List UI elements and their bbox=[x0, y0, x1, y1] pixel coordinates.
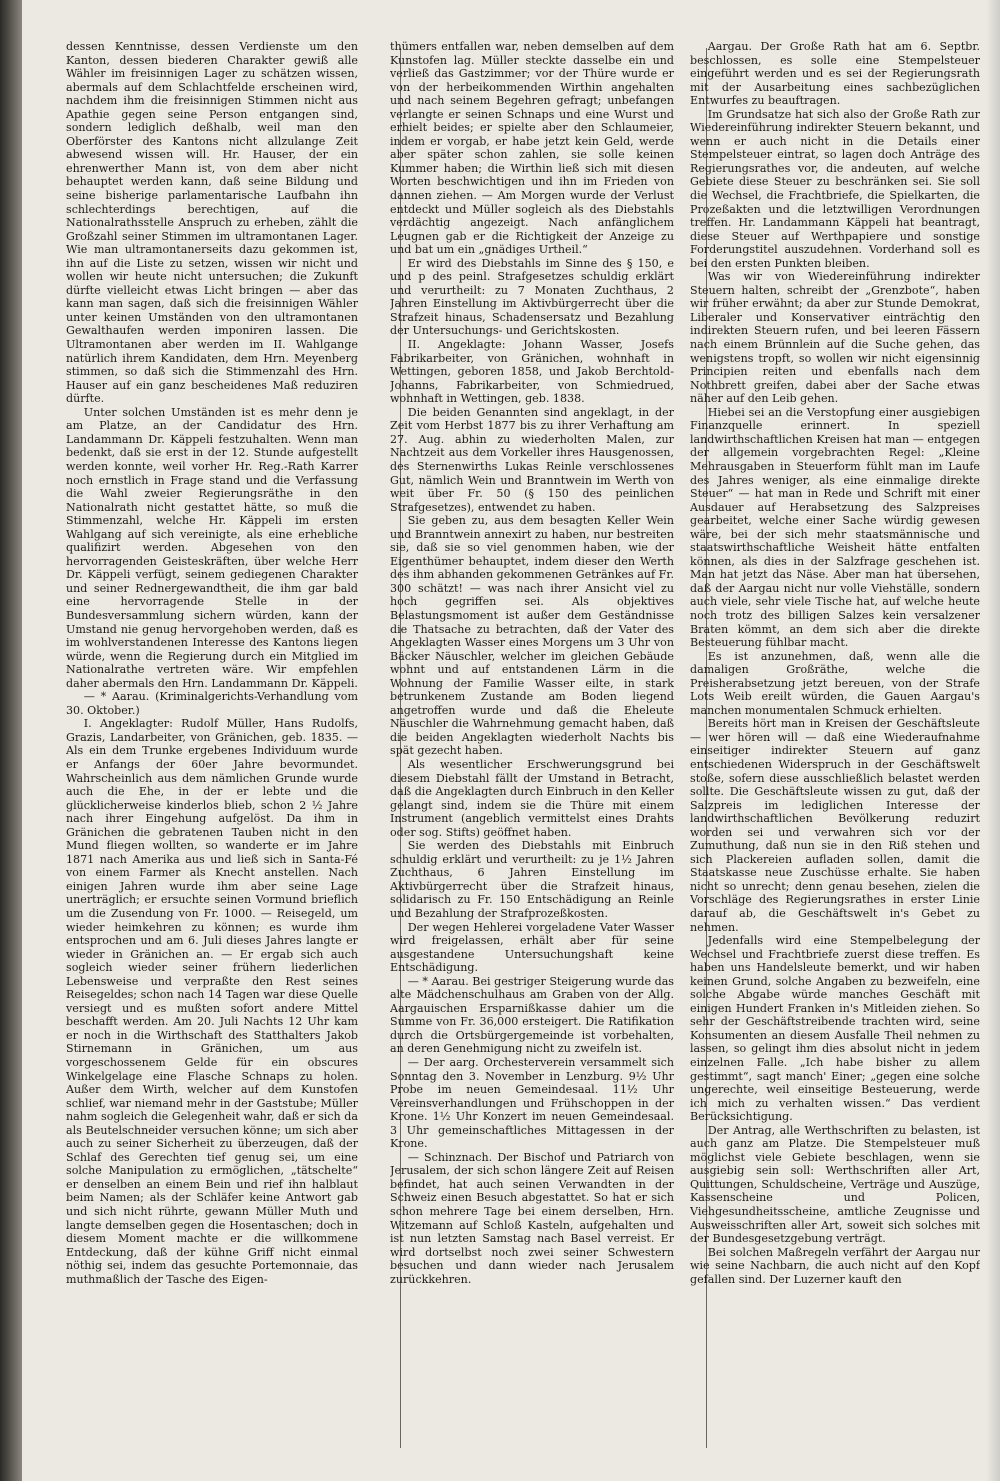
paragraph: Sie werden des Diebstahls mit Einbruch schuldig erklärt und verurtheilt: zu je 1½ Jahren Zuchthaus, 6 Jahren Einstellung im Aktivbürgerrecht über die Strafzeit hinaus, solidarisch zu Fr. 150 Entschädigung an Reinle und Bezahlung der Strafprozeßkosten. bbox=[390, 839, 674, 920]
paragraph: Die beiden Genannten sind angeklagt, in der Zeit vom Herbst 1877 bis zu ihrer Verhaftung am 27. Aug. abhin zu wiederholten Malen, zur Nachtzeit aus dem Vorkeller ihres Hausgenossen, des Sternenwirths Lukas Reinle verschlossenes Gut, nämlich Wein und Branntwein im Werth von weit über Fr. 50 (§ 150 des peinlichen Strafgesetzes), entwendet zu haben. bbox=[390, 405, 674, 514]
book-binding-edge bbox=[0, 0, 22, 1481]
paragraph: Was wir von Wiedereinführung indirekter Steuern halten, schreibt der „Grenzbote“, haben wir früher erwähnt; da aber zur Stunde Demokrat, Liberaler und Konservativer einträchtig den indirekten Steuern rufen, und bei leeren Fässern nach einem Brünnlein auf die Suche gehen, das wenigstens tropft, so wollen wir nicht eigensinnig Principien reiten und ebenfalls nach dem Nothbrett greifen, dabei aber der Sache etwas näher auf den Leib gehen. bbox=[690, 270, 980, 406]
paragraph: dessen Kenntnisse, dessen Verdienste um den Kanton, dessen biederen Charakter gewiß alle Wähler im freisinnigen Lager zu schätzen wissen, abermals auf dem Schlachtfelde erscheinen wird, nachdem ihm die freisinnigen Stimmen nicht aus Apathie gegen seine Person entgangen sind, sondern lediglich deßhalb, weil man den Oberförster des Kantons nicht allzulange Zeit abwesend wissen will. Hr. Hauser, der ein ehrenwerther Mann ist, von dem aber nicht behauptet werden kann, daß seine Bildung und seine bisherige parlamentarische Laufbahn ihn schlechterdings berechtigen, auf die Nationalrathsstelle Anspruch zu erheben, zählt die Großzahl seiner Stimmen im ultramontanen Lager. Wie man ultramontanerseits dazu gekommen ist, ihn auf die Liste zu setzen, wissen wir nicht und wollen wir heute nicht untersuchen; die Zukunft dürfte vielleicht etwas Licht bringen — aber das kann man sagen, daß sich die freisinnigen Wähler unter keinen Umständen von den ultramontanen Gewalthaufen werden imponiren lassen. Die Ultramontanen aber werden im II. Wahlgange natürlich ihrem Kandidaten, dem Hrn. Meyenberg stimmen, so daß sich die Stimmenzahl des Hrn. Hauser auf ein ganz bescheidenes Maß reduziren dürfte. bbox=[66, 40, 358, 406]
paragraph: Der Antrag, alle Werthschriften zu belasten, ist auch ganz am Platze. Die Stempelsteuer muß möglichst viele Gebiete beschlagen, wenn sie ausgiebig sein soll: Werthschriften aller Art, Quittungen, Schuldscheine, Verträge und Auszüge, Kassenscheine und Policen, Viehgesundheitsscheine, amtliche Zeugnisse und Ausweisschriften aller Art, soweit sich solches mit der Bundesgesetzgebung verträgt. bbox=[690, 1123, 980, 1246]
paragraph: Jedenfalls wird eine Stempelbelegung der Wechsel und Frachtbriefe zuerst diese treffen. Es haben uns Handelsleute bemerkt, und wir haben keinen Grund, solche Angaben zu bezweifeln, eine solche Abgabe würde manches Geschäft mit einigen Hundert Franken in's Mitleiden ziehen. So sehr der Geschäftstreibende trachten wird, seine Konsumenten an diesem Ausfalle Theil nehmen zu lassen, so gelingt ihm dies absolut nicht in jedem einzelnen Falle. „Ich habe bisher zu allem gestimmt“, sagt manch' Einer; „gegen eine solche ungerechte, weil einseitige Besteuerung, werde ich mich zu verhalten wissen.“ Das verdient Berücksichtigung. bbox=[690, 934, 980, 1124]
paragraph: I. Angeklagter: Rudolf Müller, Hans Rudolfs, Grazis, Landarbeiter, von Gränichen, geb. 1835. — Als ein dem Trunke ergebenes Individuum wurde er Anfangs der 60er Jahre bevormundet. Wahrscheinlich aus dem nämlichen Grunde wurde auch die Ehe, in der er lebte und die glücklicherweise kinderlos blieb, schon 2 ½ Jahre nach ihrer Eingehung aufgelöst. Da ihm in Gränichen die gebratenen Tauben nicht in den Mund fliegen wollten, so wanderte er im Jahre 1871 nach Amerika aus und ließ sich in Santa-Fé von einem Farmer als Knecht anstellen. Nach einigen Jahren wurde ihm aber seine Lage unerträglich; er ersuchte seinen Vormund brieflich um die Zusendung von Fr. 1000. — Reisegeld, um wieder heimkehren zu können; es wurde ihm entsprochen und am 6. Juli dieses Jahres langte er wieder in Gränichen an. — Er ergab sich auch sogleich wieder seiner frühern liederlichen Lebensweise und verpraßte den Rest seines Reisegeldes; schon nach 14 Tagen war diese Quelle versiegt und es mußten sofort andere Mittel beschafft werden. Am 20. Juli Nachts 12 Uhr kam er noch in die Wirthschaft des Statthalters Jakob Stirnemann in Gränichen, um aus vorgeschossenem Gelde für ein obscures Winkelgelage eine Flasche Schnaps zu holen. Außer dem Wirth, welcher auf dem Kunstofen schlief, war niemand mehr in der Gaststube; Müller nahm sogleich die Gelegenheit wahr, daß er sich da als Beutelschneider versuchen könne; um sich aber auch zu seiner Sicherheit zu überzeugen, daß der Schlaf des Gerechten tief genug sei, um eine solche Manipulation zu ermöglichen, „tätschelte“ er denselben an einem Bein und rief ihn halblaut beim Namen; als der Schläfer keine Antwort gab und sich nicht rührte, gewann Müller Muth und langte demselben gegen die Hosentaschen; doch in diesem Moment machte er die willkommene Entdeckung, daß der kühne Griff nicht einmal nöthig sei, indem das gesuchte Portemonnaie, das muthmaßlich der Tasche des Eigen- bbox=[66, 717, 358, 1286]
paragraph: — Der aarg. Orchesterverein versammelt sich Sonntag den 3. November in Lenzburg. 9½ Uhr Probe im neuen Gemeindesaal. 11½ Uhr Vereinsverhandlungen und Frühschoppen in der Krone. 1½ Uhr Konzert im neuen Gemeindesaal. 3 Uhr gemeinschaftliches Mittagessen in der Krone. bbox=[390, 1056, 674, 1151]
column-3 bbox=[690, 40, 980, 1465]
paragraph: Im Grundsatze hat sich also der Große Rath zur Wiedereinführung indirekter Steuern bekannt, und wenn er auch nicht in die Details einer Stempelsteuer eintrat, so lagen doch Anträge des Regierungsrathes vor, die andeuten, auf welche Gebiete diese Steuer zu beschränken sei. Sie soll die Wechsel, die Frachtbriefe, die Spielkarten, die Prozeßakten und die letztwilligen Verordnungen treffen. Hr. Landammann Käppeli hat beantragt, diese Steuer auf Werthpapiere und sonstige Forderungstitel auszudehnen. Vorderhand soll es bei den ersten Punkten bleiben. bbox=[690, 107, 980, 270]
paragraph: — Schinznach. Der Bischof und Patriarch von Jerusalem, der sich schon längere Zeit auf Reisen befindet, hat auch seinen Verwandten in der Schweiz einen Besuch abgestattet. So hat er sich schon mehrere Tage bei einem derselben, Hrn. Witzemann auf Schloß Kasteln, aufgehalten und ist nun letzten Samstag nach Basel verreist. Er wird dortselbst noch zwei seiner Schwestern besuchen und dann wieder nach Jerusalem zurückkehren. bbox=[390, 1150, 674, 1286]
paragraph: Hiebei sei an die Verstopfung einer ausgiebigen Finanzquelle erinnert. In speziell landwirthschaftlichen Kreisen hat man — entgegen der allgemein vorgebrachten Regel: „Kleine Mehrausgaben in Steuerform fühlt man im Laufe des Jahres weniger, als eine einmalige direkte Steuer“ — hat man in Rede und Schrift mit einer Ausdauer auf Herabsetzung des Salzpreises gearbeitet, welche einer Sache würdig gewesen wäre, bei der sich mehr staatsmännische und staatswirthschaftliche Weisheit hätte entfalten können, als dies in der Salzfrage geschehen ist. Man hat jetzt das Näse. Aber man hat übersehen, daß der Aargau nicht nur volle Viehställe, sondern auch viele, sehr viele Tische hat, auf welche heute noch trotz des billigen Salzes kein versalzener Braten kömmt, an dem sich aber die direkte Besteuerung fühlbar macht. bbox=[690, 405, 980, 650]
paragraph: Es ist anzunehmen, daß, wenn alle die damaligen Großräthe, welche die Preisherabsetzung jetzt bereuen, von der Strafe Lots Weib ereilt würden, die Gauen Aargau's manchen monumentalen Schmuck erhielten. bbox=[690, 649, 980, 717]
paragraph: Sie geben zu, aus dem besagten Keller Wein und Branntwein annexirt zu haben, nur bestreiten sie, daß sie so viel genommen haben, wie der Eigenthümer behauptet, indem dieser den Werth des ihm abhanden gekommenen Getränkes auf Fr. 300 schätzt! — was nach ihrer Ansicht viel zu hoch gegriffen sei. Als objektives Belastungsmoment ist außer dem Geständnisse die Thatsache zu betrachten, daß der Vater des Angeklagten Wasser eines Morgens um 3 Uhr von Bäcker Näuschler, welcher im gleichen Gebäude wohnt und auf entstandenen Lärm in die Wohnung der Familie Wasser eilte, in stark betrunkenem Zustande am Boden liegend angetroffen wurde und daß die Eheleute Näuschler die Wahrnehmung gemacht haben, daß die beiden Angeklagten wiederholt Nachts bis spät gezecht haben. bbox=[390, 514, 674, 758]
column-2 bbox=[390, 40, 674, 1465]
paragraph: II. Angeklagte: Johann Wasser, Josefs Fabrikarbeiter, von Gränichen, wohnhaft in Wettingen, geboren 1858, und Jakob Berchtold-Johanns, Fabrikarbeiter, von Schmiedrued, wohnhaft in Wettingen, geb. 1838. bbox=[390, 338, 674, 406]
paragraph: Unter solchen Umständen ist es mehr denn je am Platze, an der Candidatur des Hrn. Landammann Dr. Käppeli festzuhalten. Wenn man bedenkt, daß sie erst in der 12. Stunde aufgestellt werden konnte, weil vorher Hr. Reg.-Rath Karrer noch ernstlich in Frage stand und die Verfassung die Wahl zweier Regierungsräthe in den Nationalrath nicht gestattet hätte, so muß die Stimmenzahl, welche Hr. Käppeli im ersten Wahlgang auf sich vereinigte, als eine erhebliche qualifizirt werden. Abgesehen von den hervorragenden Geisteskräften, über welche Herr Dr. Käppeli verfügt, seinem gediegenen Charakter und seiner Rednergewandtheit, die ihm gar bald eine hervorragende Stelle in der Bundesversammlung sichern würden, kann der Umstand nie genug hervorgehoben werden, daß es im wohlverstandenen Interesse des Kantons liegen würde, wenn die Regierung durch ein Mitglied im Nationalrathe vertreten wäre. Wir empfehlen daher abermals den Hrn. Landammann Dr. Käppeli. bbox=[66, 405, 358, 690]
paragraph: thümers entfallen war, neben demselben auf dem Kunstofen lag. Müller steckte dasselbe ein und verließ das Gastzimmer; vor der Thüre wurde er von der herbeikommenden Wirthin angehalten und nach seinem Begehren gefragt; unbefangen verlangte er seinen Schnaps und eine Wurst und erhielt beides; er spielte aber den Schlaumeier, indem er vorgab, er habe jetzt kein Geld, werde aber später schon zahlen, sie solle keinen Kummer haben; die Wirthin ließ sich mit diesen Worten beschwichtigen und ihn im Frieden von dannen ziehen. — Am Morgen wurde der Verlust entdeckt und Müller sogleich als des Diebstahls verdächtig angezeigt. Nach anfänglichem Leugnen gab er die Richtigkeit der Anzeige zu und bat um ein „gnädiges Urtheil.“ bbox=[390, 40, 674, 257]
paragraph: Er wird des Diebstahls im Sinne des § 150, e und p des peinl. Strafgesetzes schuldig erklärt und verurtheilt: zu 7 Monaten Zuchthaus, 2 Jahren Einstellung im Aktivbürgerrecht über die Strafzeit hinaus, Schadensersatz und Bezahlung der Untersuchungs- und Gerichtskosten. bbox=[390, 256, 674, 338]
paragraph: Der wegen Hehlerei vorgeladene Vater Wasser wird freigelassen, erhält aber für seine ausgestandene Untersuchungshaft keine Entschädigung. bbox=[390, 920, 674, 975]
paragraph: Bereits hört man in Kreisen der Geschäftsleute — wer hören will — daß eine Wiederaufnahme einseitiger indirekter Steuern auf ganz entschiedenen Widerspruch in der Geschäftswelt stoße, sofern diese ausschließlich belastet werden sollte. Die Geschäftsleute wissen zu gut, daß der Salzpreis im lediglichen Interesse der landwirthschaftlichen Bevölkerung reduzirt worden sei und verwahren sich vor der Zumuthung, daß nun sie in den Riß stehen und sich Plackereien aufladen sollen, damit die Staatskasse neue Zuschüsse erhalte. Sie haben nicht so unrecht; denn genau besehen, zielen die Vorschläge des Regierungsrathes in erster Linie darauf ab, die Geschäftswelt in's Gebet zu nehmen. bbox=[690, 717, 980, 934]
paragraph: — * Aarau. Bei gestriger Steigerung wurde das alte Mädchenschulhaus am Graben von der Allg. Aargauischen Ersparnißkasse dahier um die Summe von Fr. 36,000 ersteigert. Die Ratifikation durch die Ortsbürgergemeinde ist vorbehalten, an deren Genehmigung nicht zu zweifeln ist. bbox=[390, 974, 674, 1056]
paragraph: — * Aarau. (Kriminalgerichts-Verhandlung vom 30. Oktober.) bbox=[66, 690, 358, 717]
page-edge-shade bbox=[986, 0, 1000, 1481]
paragraph: Aargau. Der Große Rath hat am 6. Septbr. beschlossen, es solle eine Stempelsteuer eingeführt werden und es sei der Regierungsrath mit der Ausarbeitung eines sachbezüglichen Entwurfes zu beauftragen. bbox=[690, 40, 980, 108]
paragraph: Bei solchen Maßregeln verfährt der Aargau nur wie seine Nachbarn, die auch nicht auf den Kopf gefallen sind. Der Luzerner kauft den bbox=[690, 1245, 980, 1286]
paragraph: Als wesentlicher Erschwerungsgrund bei diesem Diebstahl fällt der Umstand in Betracht, daß die Angeklagten durch Einbruch in den Keller gelangt sind, indem sie die Thüre mit einem Instrument (angeblich vermittelst eines Drahts oder sog. Stifts) geöffnet haben. bbox=[390, 757, 674, 839]
column-1 bbox=[66, 40, 358, 1465]
